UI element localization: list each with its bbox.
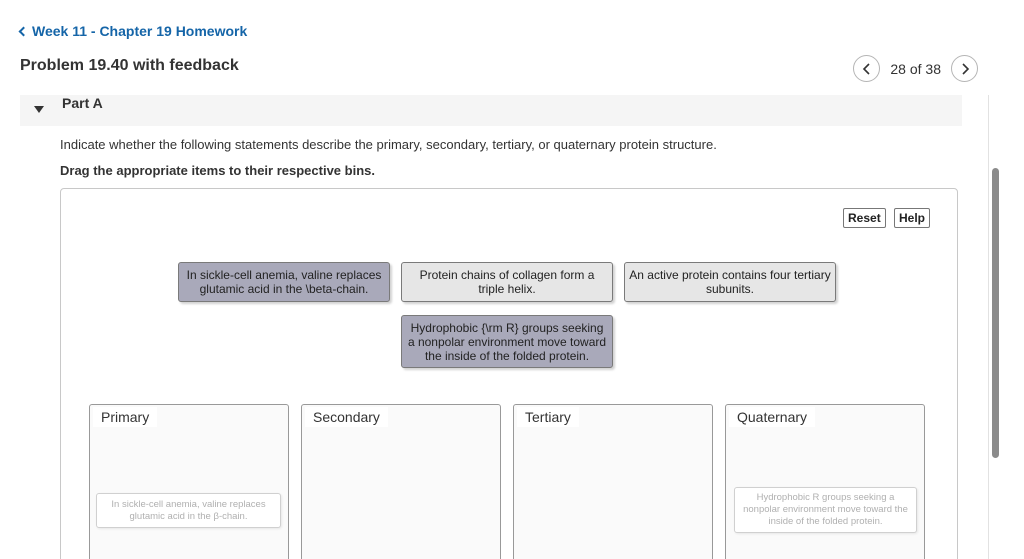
bin-tertiary[interactable]: [513, 404, 713, 559]
bin-label: Tertiary: [517, 407, 579, 427]
chevron-left-icon: [862, 63, 872, 75]
bin-label: Primary: [93, 407, 157, 427]
reset-button[interactable]: Reset: [843, 208, 886, 228]
drag-instruction: Drag the appropriate items to their respective bins.: [60, 163, 375, 178]
problem-pager: [853, 55, 978, 82]
draggable-item-sickle-cell[interactable]: In sickle-cell anemia, valine replaces glutamic acid in the \beta-chain.: [178, 262, 390, 302]
next-problem-button[interactable]: [951, 55, 978, 82]
previous-problem-button[interactable]: [853, 55, 880, 82]
bin-quaternary[interactable]: [725, 404, 925, 559]
bin-label: Secondary: [305, 407, 388, 427]
problem-title: Problem 19.40 with feedback: [20, 57, 239, 74]
bin-label: Quaternary: [729, 407, 815, 427]
part-a-header[interactable]: [20, 95, 962, 126]
scrollbar-thumb[interactable]: [992, 168, 999, 458]
part-label: Part A: [62, 95, 103, 111]
bin-primary[interactable]: [89, 404, 289, 559]
collapse-triangle-icon[interactable]: [34, 106, 44, 113]
chevron-left-icon: [19, 27, 29, 37]
chevron-right-icon: [960, 63, 970, 75]
draggable-item-collagen[interactable]: Protein chains of collagen form a triple helix.: [401, 262, 613, 302]
question-text: Indicate whether the following statements describe the primary, secondary, tertiary, or quaternary protein structure.: [60, 137, 717, 152]
breadcrumb-back-link[interactable]: [20, 23, 247, 39]
page-count: 28 of 38: [890, 60, 941, 77]
help-button[interactable]: Help: [894, 208, 930, 228]
breadcrumb-label: Week 11 - Chapter 19 Homework: [32, 23, 248, 39]
drop-preview-item: Hydrophobic R groups seeking a nonpolar environment move toward the inside of the folded protein.: [734, 487, 917, 533]
drag-drop-activity: [60, 188, 958, 559]
drop-preview-item: In sickle-cell anemia, valine replaces glutamic acid in the β-chain.: [96, 493, 281, 528]
draggable-item-hydrophobic[interactable]: Hydrophobic {\rm R} groups seeking a nonpolar environment move toward the inside of the folded protein.: [401, 315, 613, 368]
bin-secondary[interactable]: [301, 404, 501, 559]
draggable-item-four-subunits[interactable]: An active protein contains four tertiary subunits.: [624, 262, 836, 302]
